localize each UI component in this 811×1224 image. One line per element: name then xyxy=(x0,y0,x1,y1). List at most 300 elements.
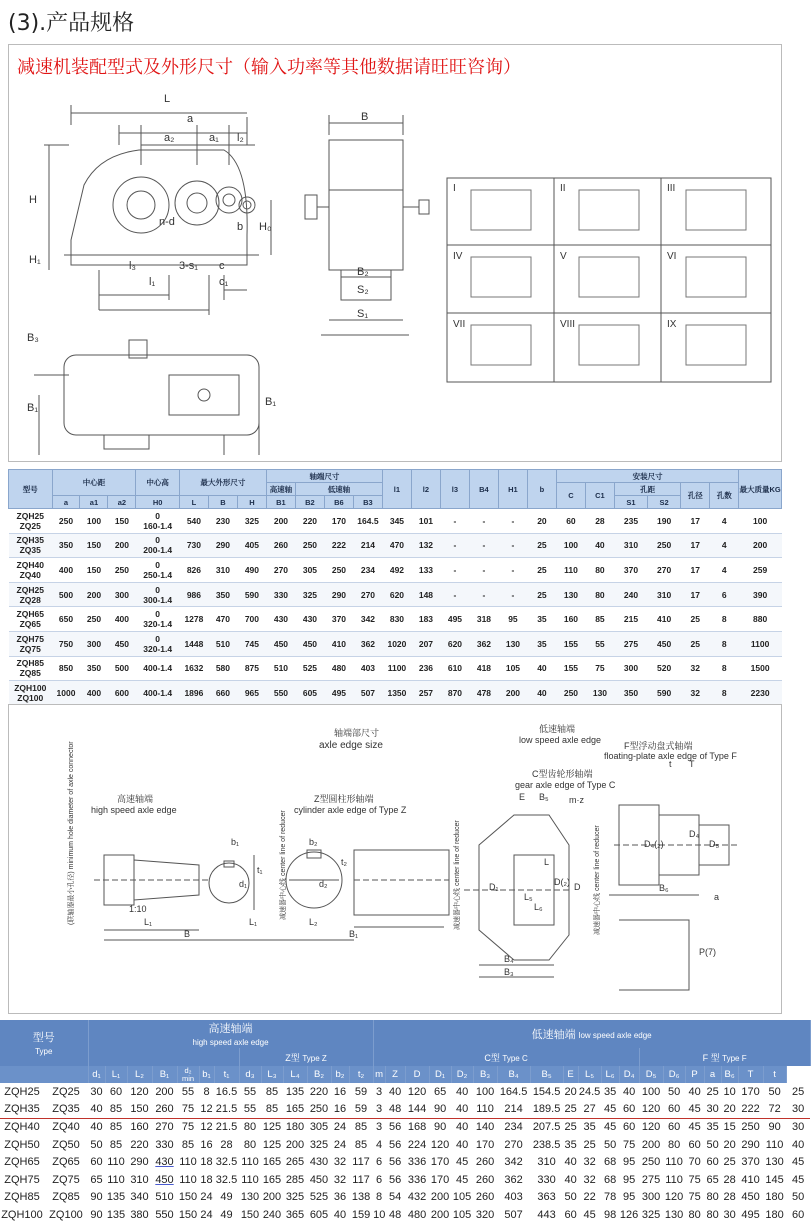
type-c-cn: C型齿轮形轴端 xyxy=(532,769,593,779)
table-cell: 200 xyxy=(429,1189,451,1207)
taper-ratio: 1:10 xyxy=(129,904,147,914)
th-l3: l3 xyxy=(440,470,469,509)
th-shaft: 轴端尺寸 xyxy=(266,470,382,483)
table-cell: 430 xyxy=(295,607,324,632)
th-B3: B3 xyxy=(353,496,382,509)
table-cell: 60 xyxy=(88,1153,105,1171)
table-cell: 290 xyxy=(738,1136,763,1154)
table-cell: 120 xyxy=(639,1118,663,1136)
table-cell: 180 xyxy=(763,1189,786,1207)
axle-D: D xyxy=(574,882,581,892)
model-cell-1: ZQH100 xyxy=(0,1206,44,1224)
axle-L2: L₂ xyxy=(309,917,318,927)
assembly-drawing-panel xyxy=(8,44,782,462)
table-cell: 25 xyxy=(681,631,710,656)
table-cell: 180 xyxy=(763,1206,786,1224)
table-cell: 214 xyxy=(497,1101,530,1119)
table-cell: 100 xyxy=(80,509,108,534)
table-cell: 40 xyxy=(88,1118,105,1136)
model-cell-1: ZQH25 xyxy=(0,1083,44,1101)
model-cell-2: ZQ40 xyxy=(44,1118,88,1136)
dim-B3: B₃ xyxy=(27,332,39,344)
table-row xyxy=(9,631,782,656)
axle-B3: B₃ xyxy=(504,967,514,977)
table-cell: 164.5 xyxy=(497,1083,530,1101)
table-cell: 40 xyxy=(563,1171,578,1189)
table-cell: 380 xyxy=(127,1206,152,1224)
axle-T: T xyxy=(689,759,695,769)
table-cell: 330 xyxy=(152,1136,177,1154)
table-cell: 8 xyxy=(710,607,739,632)
table-cell: 300 xyxy=(80,631,108,656)
table-cell: 200 xyxy=(266,509,295,534)
table-cell: 45 xyxy=(685,1118,704,1136)
table-cell: 60 xyxy=(619,1118,639,1136)
table-cell: 110 xyxy=(239,1153,261,1171)
table-cell: 25 xyxy=(721,1153,738,1171)
table-cell: 21.5 xyxy=(214,1118,239,1136)
table-cell: 95 xyxy=(619,1189,639,1207)
table-cell: 85 xyxy=(105,1136,127,1154)
table-cell: 450 xyxy=(108,631,136,656)
dim-a2: a₂ xyxy=(164,132,175,144)
table-cell: 32 xyxy=(681,681,710,706)
table-cell: 40 xyxy=(527,681,556,706)
table-cell: 220 xyxy=(295,509,324,534)
table-cell: 8 xyxy=(710,681,739,706)
symbol-header: B₄ xyxy=(497,1066,530,1083)
assembly-type-3: III xyxy=(667,183,676,194)
table-cell: 1632 xyxy=(179,656,208,681)
table-cell: 305 xyxy=(307,1118,331,1136)
axle-B4: B₄ xyxy=(504,954,514,964)
table-cell: 100 xyxy=(639,1083,663,1101)
table-cell: 10 xyxy=(373,1206,385,1224)
table-cell: 75 xyxy=(685,1171,704,1189)
table-row xyxy=(9,681,782,706)
table-cell: 507 xyxy=(353,681,382,706)
table-cell: 110 xyxy=(556,558,585,583)
table-cell: 220 xyxy=(127,1136,152,1154)
model-name-1: ZQH35 xyxy=(16,535,44,546)
table-cell: 330 xyxy=(530,1171,563,1189)
table-cell: 620 xyxy=(440,631,469,656)
table-cell: 200 xyxy=(639,1136,663,1154)
table-cell: 40 xyxy=(563,1153,578,1171)
axle-D4: D₄ xyxy=(689,829,700,839)
t2-high-header xyxy=(88,1020,373,1048)
axle-edge-drawing xyxy=(9,705,781,1013)
table-cell: 50 xyxy=(563,1189,578,1207)
center-line-note-2: 减速器中心线 center line of reducer xyxy=(454,820,461,930)
table-cell: 400 xyxy=(52,558,80,583)
table-cell: 28 xyxy=(721,1189,738,1207)
table-cell: 495 xyxy=(738,1206,763,1224)
table-cell: 200 xyxy=(283,1136,307,1154)
table-cell: 150 xyxy=(239,1206,261,1224)
table-cell: 207.5 xyxy=(530,1118,563,1136)
table-cell: 59 xyxy=(349,1083,373,1101)
table-cell: 362 xyxy=(469,631,498,656)
table-cell: 270 xyxy=(152,1118,177,1136)
table-cell: 40 xyxy=(451,1083,473,1101)
table-cell: 132 xyxy=(411,533,440,558)
table-cell: 40 xyxy=(88,1101,105,1119)
th-l1: l1 xyxy=(382,470,411,509)
table-cell: 8 xyxy=(373,1189,385,1207)
table-cell: 222 xyxy=(738,1101,763,1119)
dim-S1: S₁ xyxy=(357,308,369,320)
table-cell: 310 xyxy=(127,1171,152,1189)
table-cell: 130 xyxy=(663,1206,685,1224)
table-cell: 60 xyxy=(663,1118,685,1136)
table-cell: 98 xyxy=(601,1206,619,1224)
th-H0: H0 xyxy=(136,496,180,509)
symbol-header: B₅ xyxy=(530,1066,563,1083)
table-cell: 100 xyxy=(473,1083,497,1101)
table-cell: 510 xyxy=(266,656,295,681)
table-cell: 40 xyxy=(451,1136,473,1154)
table-cell: - xyxy=(469,509,498,534)
symbol-header: D₄ xyxy=(619,1066,639,1083)
table-cell: 730 xyxy=(179,533,208,558)
table-cell: 350 xyxy=(614,681,647,706)
dim-l2: l₂ xyxy=(237,132,244,144)
table-cell: 200 xyxy=(429,1206,451,1224)
type-c-en: gear axle edge of Type C xyxy=(515,780,616,790)
table-cell: 30 xyxy=(704,1101,721,1119)
dim-c: c xyxy=(219,260,225,272)
table-cell: 35 xyxy=(601,1083,619,1101)
side-view-housing xyxy=(329,140,403,270)
table-cell: 8 xyxy=(199,1083,214,1101)
table-cell: 35 xyxy=(578,1118,601,1136)
t2-high-en: high speed axle edge xyxy=(192,1038,269,1047)
model-cell xyxy=(9,533,53,558)
table-cell: 105 xyxy=(451,1189,473,1207)
axle-Lz: L₁ xyxy=(249,917,258,927)
t2-low-en: low speed axle edge xyxy=(578,1031,652,1040)
table-cell: 165 xyxy=(261,1171,283,1189)
table-cell: 110 xyxy=(473,1101,497,1119)
axle-b2: b₂ xyxy=(309,837,318,847)
table-cell: 492 xyxy=(382,558,411,583)
table-cell: 318 xyxy=(469,607,498,632)
axle-D1: D₁ xyxy=(489,882,499,892)
symbol-header: t₂ xyxy=(349,1066,373,1083)
table-cell: 880 xyxy=(739,607,782,632)
table-cell: 150 xyxy=(80,533,108,558)
dimension-table xyxy=(8,469,782,702)
table-cell: 310 xyxy=(648,582,681,607)
table-cell: 85 xyxy=(105,1118,127,1136)
table-cell: 155 xyxy=(556,656,585,681)
table-row xyxy=(0,1171,810,1189)
table-cell: 350 xyxy=(80,656,108,681)
table-cell: 180 xyxy=(283,1118,307,1136)
table-cell: 410 xyxy=(648,607,681,632)
table-cell: 259 xyxy=(739,558,782,583)
table-cell: 170 xyxy=(429,1171,451,1189)
symbol-header: D₁ xyxy=(429,1066,451,1083)
table-cell: - xyxy=(469,582,498,607)
table-row xyxy=(0,1083,810,1101)
table-cell: 478 xyxy=(469,681,498,706)
table-cell: 72 xyxy=(763,1101,786,1119)
table-cell: 27 xyxy=(578,1101,601,1119)
table-cell: 155 xyxy=(556,631,585,656)
table-cell: 0 160-1.4 xyxy=(136,509,180,534)
table-cell: 120 xyxy=(639,1101,663,1119)
th-center: 中心距 xyxy=(52,470,136,496)
type-z-cn: Z型圆柱形轴端 xyxy=(314,794,374,804)
table-cell: 250 xyxy=(307,1101,331,1119)
table-cell: 25 xyxy=(563,1118,578,1136)
table-cell: 325 xyxy=(639,1206,663,1224)
table-cell: 164.5 xyxy=(353,509,382,534)
table-cell: 68 xyxy=(601,1171,619,1189)
table-cell: 370 xyxy=(614,558,647,583)
table-cell: 24.5 xyxy=(578,1083,601,1101)
axle-title-cn: 轴端部尺寸 xyxy=(334,728,380,738)
table-cell: 1896 xyxy=(179,681,208,706)
table-row xyxy=(9,582,782,607)
table-cell: 12 xyxy=(199,1101,214,1119)
table-cell: 105 xyxy=(498,656,527,681)
table-cell: 0 300-1.4 xyxy=(136,582,180,607)
table-cell: 150 xyxy=(177,1189,199,1207)
table-row xyxy=(0,1118,810,1136)
table-cell: 0 320-1.4 xyxy=(136,631,180,656)
table-cell: 48 xyxy=(385,1206,405,1224)
table-cell: 20 xyxy=(563,1083,578,1101)
table-cell: 305 xyxy=(295,558,324,583)
table-cell: 17 xyxy=(681,558,710,583)
model-cell xyxy=(9,509,53,534)
assembly-type-2: II xyxy=(560,183,566,194)
table-cell: 40 xyxy=(585,533,614,558)
assembly-type-4: IV xyxy=(453,251,463,262)
model-cell-1: ZQH35 xyxy=(0,1101,44,1119)
table-cell: 25 xyxy=(527,558,556,583)
th-height: 中心高 xyxy=(136,470,180,496)
table-cell: 325 xyxy=(237,509,266,534)
table-cell: 250 xyxy=(556,681,585,706)
table-cell: 55 xyxy=(177,1083,199,1101)
table-cell: 40 xyxy=(786,1136,810,1154)
table-cell: 450 xyxy=(152,1171,177,1189)
table-row xyxy=(9,533,782,558)
table-cell: 22 xyxy=(578,1189,601,1207)
table-cell: 520 xyxy=(648,656,681,681)
table-cell: 403 xyxy=(497,1189,530,1207)
symbol-header: d₂ min xyxy=(177,1066,199,1083)
table-row xyxy=(0,1153,810,1171)
table-cell: 8 xyxy=(710,656,739,681)
table-cell: 405 xyxy=(237,533,266,558)
th-B2: B2 xyxy=(295,496,324,509)
table-cell: 745 xyxy=(237,631,266,656)
table-cell: 75 xyxy=(685,1189,704,1207)
t2-sym-blank xyxy=(0,1066,88,1083)
table-cell: 85 xyxy=(349,1118,373,1136)
table-cell: 56 xyxy=(385,1153,405,1171)
table-cell: 140 xyxy=(473,1118,497,1136)
model-name-2: ZQ35 xyxy=(19,545,41,556)
table-cell: 25 xyxy=(681,607,710,632)
t2-high-cn: 高速轴端 xyxy=(208,1023,253,1035)
th-B6: B6 xyxy=(324,496,353,509)
table-cell: 24 xyxy=(199,1189,214,1207)
table-cell: 80 xyxy=(663,1136,685,1154)
table-cell: 135 xyxy=(283,1083,307,1101)
table-cell: 120 xyxy=(127,1083,152,1101)
table-cell: 55 xyxy=(239,1101,261,1119)
axle-t1: t₁ xyxy=(257,865,263,875)
table-cell: 270 xyxy=(497,1136,530,1154)
table-cell: 830 xyxy=(382,607,411,632)
table-cell: 40 xyxy=(451,1118,473,1136)
table-cell: 60 xyxy=(619,1101,639,1119)
table-cell: 17 xyxy=(681,582,710,607)
table-cell: 40 xyxy=(527,656,556,681)
table-cell: - xyxy=(498,509,527,534)
model-cell-2: ZQ75 xyxy=(44,1171,88,1189)
table-cell: - xyxy=(440,558,469,583)
table-cell: 50 xyxy=(663,1083,685,1101)
table-cell: - xyxy=(440,509,469,534)
table-cell: 1500 xyxy=(739,656,782,681)
table-cell: 265 xyxy=(283,1153,307,1171)
t2-high-sub xyxy=(88,1048,239,1066)
symbol-header: D₂ xyxy=(451,1066,473,1083)
table-cell: 55 xyxy=(585,631,614,656)
table-cell: 110 xyxy=(177,1153,199,1171)
table-cell: 1100 xyxy=(382,656,411,681)
table-cell: 400-1.4 xyxy=(136,656,180,681)
table-cell: 130 xyxy=(556,582,585,607)
table-cell: 600 xyxy=(108,681,136,706)
table-cell: 80 xyxy=(585,558,614,583)
t2-low-cn: 低速轴端 xyxy=(531,1029,576,1041)
table-cell: 410 xyxy=(324,631,353,656)
table-cell: 133 xyxy=(411,558,440,583)
table-cell: 260 xyxy=(473,1153,497,1171)
center-line-note-3: 减速器中心线 center line of reducer xyxy=(594,825,601,935)
table-cell: 60 xyxy=(663,1101,685,1119)
table-cell: 165 xyxy=(261,1153,283,1171)
t2-c-cn: C型 xyxy=(484,1052,500,1063)
table-cell: 35 xyxy=(563,1136,578,1154)
table-cell: 110 xyxy=(177,1171,199,1189)
axle-title-en: axle edge size xyxy=(319,740,383,751)
table-cell: 275 xyxy=(639,1171,663,1189)
th-l2: l2 xyxy=(411,470,440,509)
th-S1: S1 xyxy=(614,496,647,509)
table-cell: 90 xyxy=(88,1206,105,1224)
table-cell: 110 xyxy=(105,1153,127,1171)
table-cell: 270 xyxy=(353,582,382,607)
table-cell: 214 xyxy=(353,533,382,558)
table-cell: 257 xyxy=(411,681,440,706)
front-view-housing xyxy=(71,150,247,255)
dim-H0: H₀ xyxy=(259,221,272,233)
table-cell: 75 xyxy=(585,656,614,681)
model-cell-2: ZQ50 xyxy=(44,1136,88,1154)
table-cell: 580 xyxy=(208,656,237,681)
model-cell-2: ZQ100 xyxy=(44,1206,88,1224)
table-cell: 18 xyxy=(199,1171,214,1189)
model-name-2: ZQ25 xyxy=(19,520,41,531)
table-cell: 78 xyxy=(601,1189,619,1207)
table-cell: 260 xyxy=(473,1171,497,1189)
dim-b: b xyxy=(237,221,244,233)
table-cell: 35 xyxy=(527,607,556,632)
table-cell: 310 xyxy=(614,533,647,558)
axle-Da: D₄(₂) xyxy=(644,839,664,849)
axle-a: a xyxy=(714,892,720,902)
t2-model-cn: 型号 xyxy=(32,1032,55,1044)
table-cell: 610 xyxy=(440,656,469,681)
table-cell: 525 xyxy=(307,1189,331,1207)
table-cell: 32 xyxy=(578,1153,601,1171)
table-cell: 450 xyxy=(648,631,681,656)
table-cell: 154.5 xyxy=(530,1083,563,1101)
table-cell: 16.5 xyxy=(214,1083,239,1101)
symbol-header: L₅ xyxy=(578,1066,601,1083)
table-cell: 590 xyxy=(648,681,681,706)
table-cell: 130 xyxy=(585,681,614,706)
table-cell: 207 xyxy=(411,631,440,656)
table-cell: 240 xyxy=(261,1206,283,1224)
table-cell: 17 xyxy=(681,509,710,534)
table-cell: 68 xyxy=(601,1153,619,1171)
table-cell: 200 xyxy=(261,1189,283,1207)
assembly-type-7: VII xyxy=(453,319,466,330)
table-cell: 75 xyxy=(177,1101,199,1119)
table-cell: 507 xyxy=(497,1206,530,1224)
table-cell: 45 xyxy=(451,1171,473,1189)
table-cell: 45 xyxy=(786,1153,810,1171)
table-cell: 240 xyxy=(614,582,647,607)
table-cell: 24 xyxy=(199,1206,214,1224)
table-cell: 260 xyxy=(473,1189,497,1207)
table-cell: 875 xyxy=(237,656,266,681)
table-cell: 430 xyxy=(152,1153,177,1171)
table-cell: 85 xyxy=(261,1101,283,1119)
t2-c-en: Type C xyxy=(502,1053,528,1063)
table-cell: 45 xyxy=(578,1206,601,1224)
axle-d2: d₂ xyxy=(319,879,328,889)
table-cell: 336 xyxy=(405,1153,429,1171)
table-cell: 30 xyxy=(786,1101,810,1119)
assembly-type-8: VIII xyxy=(560,319,576,330)
table-cell: 430 xyxy=(307,1153,331,1171)
table-cell: 25 xyxy=(527,582,556,607)
table-cell: 826 xyxy=(179,558,208,583)
table-cell: 418 xyxy=(469,656,498,681)
table-cell: 60 xyxy=(786,1206,810,1224)
table-cell: 90 xyxy=(88,1189,105,1207)
table-cell: 470 xyxy=(382,533,411,558)
table-cell: 21.5 xyxy=(214,1101,239,1119)
table-cell: 60 xyxy=(685,1136,704,1154)
symbol-header: t xyxy=(763,1066,786,1083)
table-cell: 320 xyxy=(473,1206,497,1224)
t2-low-header xyxy=(373,1020,810,1048)
table-cell: 59 xyxy=(349,1101,373,1119)
t2-z-cn: Z型 xyxy=(285,1052,300,1063)
